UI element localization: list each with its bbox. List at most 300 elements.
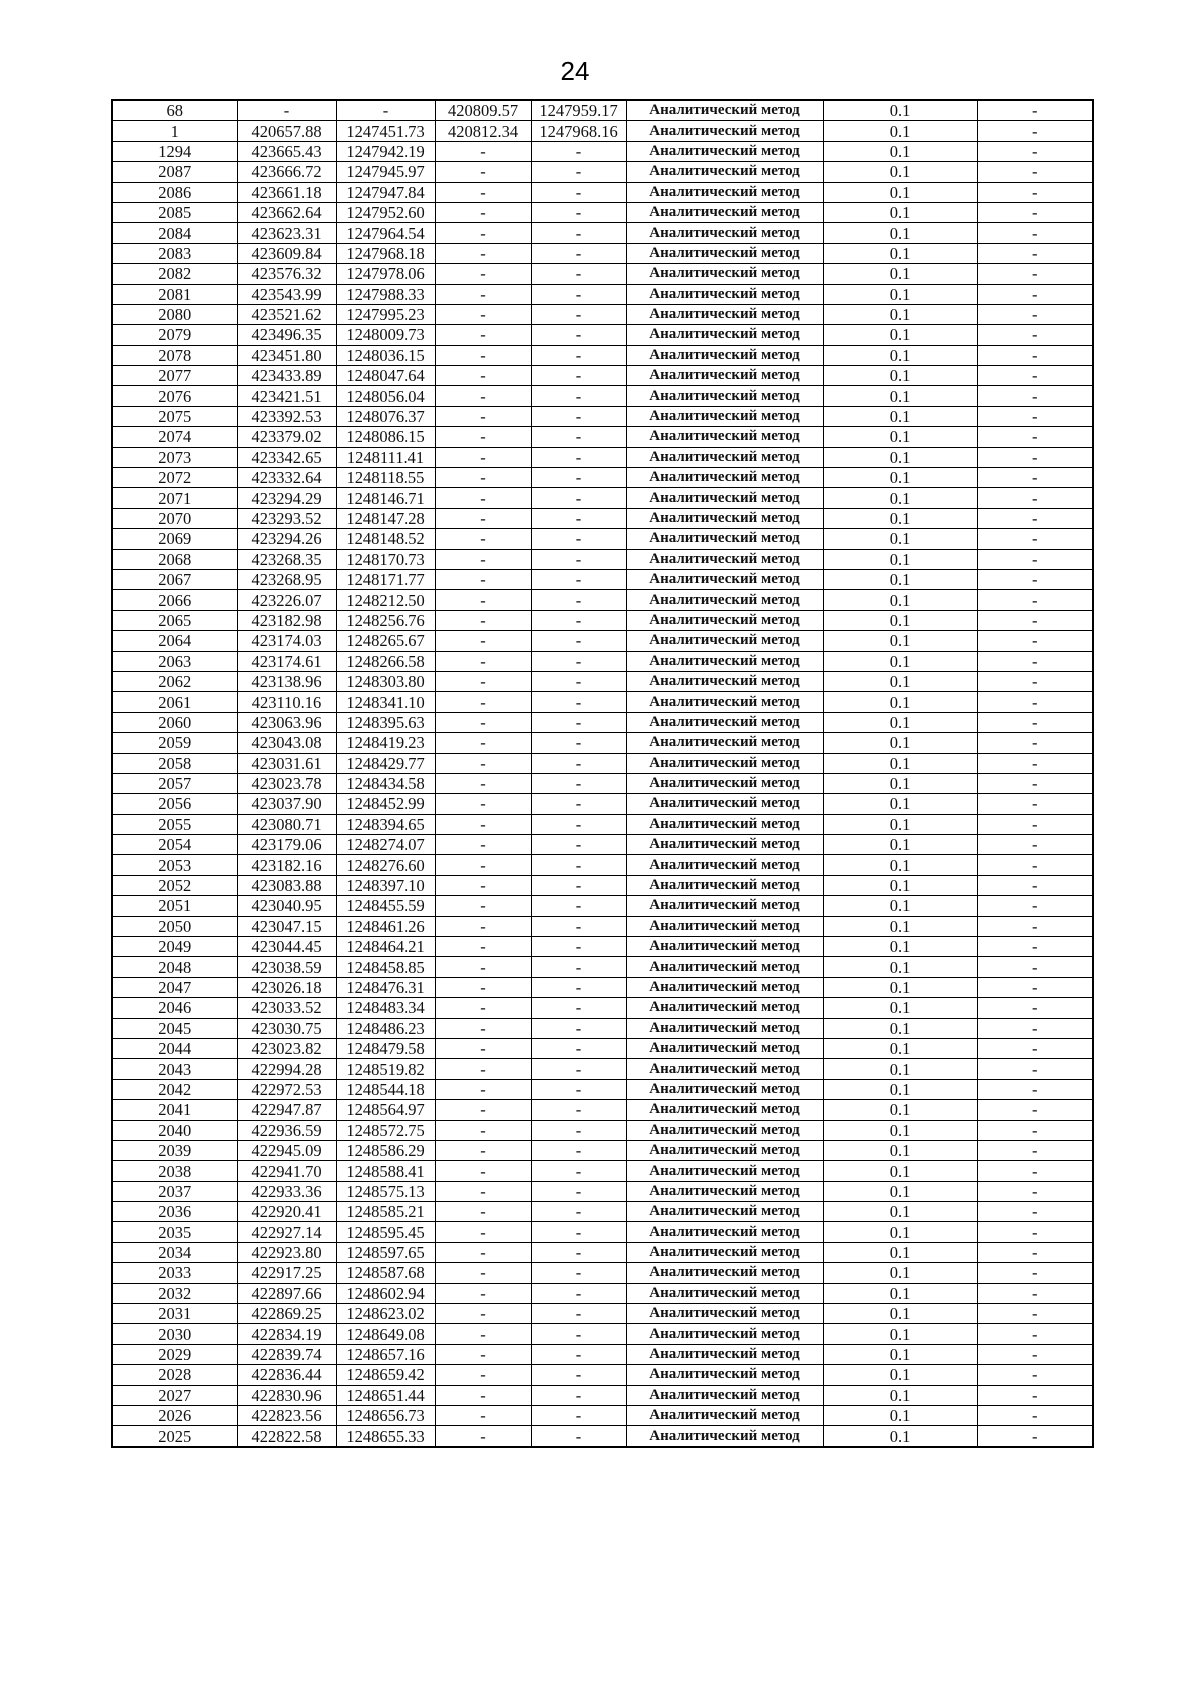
table-row bbox=[112, 1079, 1093, 1099]
table-row bbox=[112, 916, 1093, 936]
x-old-cell: 423179.06 bbox=[237, 835, 336, 855]
accuracy-cell: 0.1 bbox=[823, 223, 977, 243]
table-row bbox=[112, 569, 1093, 589]
x-new-cell: - bbox=[435, 753, 531, 773]
note-cell: - bbox=[977, 814, 1093, 834]
y-new-cell: - bbox=[531, 896, 626, 916]
table-row bbox=[112, 162, 1093, 182]
y-new-cell: - bbox=[531, 814, 626, 834]
x-old-cell: 423031.61 bbox=[237, 753, 336, 773]
x-new-cell: - bbox=[435, 610, 531, 630]
table-row bbox=[112, 773, 1093, 793]
y-new-cell: - bbox=[531, 1344, 626, 1364]
table-row bbox=[112, 937, 1093, 957]
point-number-cell: 2041 bbox=[112, 1100, 237, 1120]
note-cell: - bbox=[977, 977, 1093, 997]
y-new-cell: - bbox=[531, 1038, 626, 1058]
accuracy-cell: 0.1 bbox=[823, 488, 977, 508]
table-row bbox=[112, 957, 1093, 977]
note-cell: - bbox=[977, 406, 1093, 426]
y-new-cell: - bbox=[531, 468, 626, 488]
x-old-cell: 423576.32 bbox=[237, 264, 336, 284]
table-row bbox=[112, 1426, 1093, 1447]
note-cell: - bbox=[977, 1059, 1093, 1079]
x-new-cell: - bbox=[435, 671, 531, 691]
y-old-cell: 1248036.15 bbox=[336, 345, 435, 365]
accuracy-cell: 0.1 bbox=[823, 1263, 977, 1283]
point-number-cell: 2082 bbox=[112, 264, 237, 284]
note-cell: - bbox=[977, 1079, 1093, 1099]
note-cell: - bbox=[977, 304, 1093, 324]
x-old-cell: 423421.51 bbox=[237, 386, 336, 406]
point-number-cell: 2025 bbox=[112, 1426, 237, 1447]
note-cell: - bbox=[977, 712, 1093, 732]
x-old-cell: 423174.61 bbox=[237, 651, 336, 671]
x-new-cell: - bbox=[435, 223, 531, 243]
table-row bbox=[112, 141, 1093, 161]
y-new-cell: - bbox=[531, 916, 626, 936]
y-new-cell: - bbox=[531, 998, 626, 1018]
method-cell: Аналитический метод bbox=[626, 325, 823, 345]
note-cell: - bbox=[977, 1324, 1093, 1344]
method-cell: Аналитический метод bbox=[626, 1365, 823, 1385]
x-old-cell: 423182.98 bbox=[237, 610, 336, 630]
method-cell: Аналитический метод bbox=[626, 1324, 823, 1344]
table-row bbox=[112, 875, 1093, 895]
point-number-cell: 2042 bbox=[112, 1079, 237, 1099]
method-cell: Аналитический метод bbox=[626, 692, 823, 712]
point-number-cell: 2077 bbox=[112, 366, 237, 386]
x-old-cell: 422994.28 bbox=[237, 1059, 336, 1079]
method-cell: Аналитический метод bbox=[626, 264, 823, 284]
note-cell: - bbox=[977, 1202, 1093, 1222]
note-cell: - bbox=[977, 610, 1093, 630]
accuracy-cell: 0.1 bbox=[823, 794, 977, 814]
y-old-cell: 1248076.37 bbox=[336, 406, 435, 426]
method-cell: Аналитический метод bbox=[626, 468, 823, 488]
table-row bbox=[112, 529, 1093, 549]
y-old-cell: 1248009.73 bbox=[336, 325, 435, 345]
table-row bbox=[112, 1100, 1093, 1120]
x-old-cell: 423521.62 bbox=[237, 304, 336, 324]
x-old-cell: 423138.96 bbox=[237, 671, 336, 691]
x-new-cell: - bbox=[435, 468, 531, 488]
x-old-cell: 422830.96 bbox=[237, 1385, 336, 1405]
note-cell: - bbox=[977, 1120, 1093, 1140]
y-new-cell: - bbox=[531, 243, 626, 263]
note-cell: - bbox=[977, 1161, 1093, 1181]
table-row bbox=[112, 1365, 1093, 1385]
accuracy-cell: 0.1 bbox=[823, 937, 977, 957]
accuracy-cell: 0.1 bbox=[823, 651, 977, 671]
table-row bbox=[112, 1222, 1093, 1242]
y-old-cell: 1248651.44 bbox=[336, 1385, 435, 1405]
point-number-cell: 2043 bbox=[112, 1059, 237, 1079]
method-cell: Аналитический метод bbox=[626, 284, 823, 304]
point-number-cell: 2076 bbox=[112, 386, 237, 406]
y-new-cell: - bbox=[531, 1222, 626, 1242]
point-number-cell: 2036 bbox=[112, 1202, 237, 1222]
table-row bbox=[112, 488, 1093, 508]
note-cell: - bbox=[977, 1018, 1093, 1038]
method-cell: Аналитический метод bbox=[626, 1059, 823, 1079]
table-body bbox=[112, 100, 1093, 1447]
point-number-cell: 2051 bbox=[112, 896, 237, 916]
y-new-cell: - bbox=[531, 1263, 626, 1283]
x-new-cell: - bbox=[435, 427, 531, 447]
point-number-cell: 2062 bbox=[112, 671, 237, 691]
y-new-cell: - bbox=[531, 223, 626, 243]
x-new-cell: - bbox=[435, 182, 531, 202]
accuracy-cell: 0.1 bbox=[823, 1222, 977, 1242]
x-old-cell: 423182.16 bbox=[237, 855, 336, 875]
accuracy-cell: 0.1 bbox=[823, 1202, 977, 1222]
note-cell: - bbox=[977, 1426, 1093, 1447]
method-cell: Аналитический метод bbox=[626, 1406, 823, 1426]
point-number-cell: 2085 bbox=[112, 202, 237, 222]
method-cell: Аналитический метод bbox=[626, 549, 823, 569]
note-cell: - bbox=[977, 1406, 1093, 1426]
y-new-cell: - bbox=[531, 835, 626, 855]
x-new-cell: - bbox=[435, 284, 531, 304]
y-new-cell: 1247959.17 bbox=[531, 100, 626, 121]
y-old-cell: 1248212.50 bbox=[336, 590, 435, 610]
point-number-cell: 2067 bbox=[112, 569, 237, 589]
x-new-cell: - bbox=[435, 1406, 531, 1426]
accuracy-cell: 0.1 bbox=[823, 692, 977, 712]
table-row bbox=[112, 243, 1093, 263]
accuracy-cell: 0.1 bbox=[823, 529, 977, 549]
accuracy-cell: 0.1 bbox=[823, 835, 977, 855]
note-cell: - bbox=[977, 1263, 1093, 1283]
y-new-cell: 1247968.16 bbox=[531, 121, 626, 141]
table-row bbox=[112, 447, 1093, 467]
note-cell: - bbox=[977, 753, 1093, 773]
table-row bbox=[112, 835, 1093, 855]
accuracy-cell: 0.1 bbox=[823, 712, 977, 732]
y-new-cell: - bbox=[531, 1181, 626, 1201]
note-cell: - bbox=[977, 366, 1093, 386]
y-new-cell: - bbox=[531, 549, 626, 569]
y-old-cell: 1248266.58 bbox=[336, 651, 435, 671]
point-number-cell: 2030 bbox=[112, 1324, 237, 1344]
y-new-cell: - bbox=[531, 427, 626, 447]
method-cell: Аналитический метод bbox=[626, 141, 823, 161]
y-new-cell: - bbox=[531, 325, 626, 345]
x-new-cell: - bbox=[435, 549, 531, 569]
table-row bbox=[112, 631, 1093, 651]
x-old-cell: 423063.96 bbox=[237, 712, 336, 732]
y-new-cell: - bbox=[531, 1120, 626, 1140]
x-old-cell: 423433.89 bbox=[237, 366, 336, 386]
x-old-cell: 423023.82 bbox=[237, 1038, 336, 1058]
note-cell: - bbox=[977, 998, 1093, 1018]
point-number-cell: 2047 bbox=[112, 977, 237, 997]
y-new-cell: - bbox=[531, 1304, 626, 1324]
note-cell: - bbox=[977, 1038, 1093, 1058]
x-old-cell: 423661.18 bbox=[237, 182, 336, 202]
point-number-cell: 2071 bbox=[112, 488, 237, 508]
note-cell: - bbox=[977, 202, 1093, 222]
note-cell: - bbox=[977, 773, 1093, 793]
y-new-cell: - bbox=[531, 692, 626, 712]
method-cell: Аналитический метод bbox=[626, 1283, 823, 1303]
point-number-cell: 2039 bbox=[112, 1140, 237, 1160]
method-cell: Аналитический метод bbox=[626, 345, 823, 365]
table-row bbox=[112, 1324, 1093, 1344]
y-old-cell: 1248461.26 bbox=[336, 916, 435, 936]
method-cell: Аналитический метод bbox=[626, 937, 823, 957]
y-old-cell: 1248303.80 bbox=[336, 671, 435, 691]
x-old-cell: 423332.64 bbox=[237, 468, 336, 488]
y-old-cell: 1248464.21 bbox=[336, 937, 435, 957]
accuracy-cell: 0.1 bbox=[823, 427, 977, 447]
y-new-cell: - bbox=[531, 631, 626, 651]
method-cell: Аналитический метод bbox=[626, 855, 823, 875]
note-cell: - bbox=[977, 671, 1093, 691]
x-new-cell: - bbox=[435, 733, 531, 753]
x-new-cell: - bbox=[435, 264, 531, 284]
note-cell: - bbox=[977, 1385, 1093, 1405]
x-new-cell: - bbox=[435, 1304, 531, 1324]
point-number-cell: 2053 bbox=[112, 855, 237, 875]
accuracy-cell: 0.1 bbox=[823, 549, 977, 569]
point-number-cell: 2081 bbox=[112, 284, 237, 304]
accuracy-cell: 0.1 bbox=[823, 610, 977, 630]
table-row bbox=[112, 1059, 1093, 1079]
point-number-cell: 2046 bbox=[112, 998, 237, 1018]
table-row bbox=[112, 1242, 1093, 1262]
y-old-cell: 1248519.82 bbox=[336, 1059, 435, 1079]
y-old-cell: 1248623.02 bbox=[336, 1304, 435, 1324]
y-old-cell: 1248458.85 bbox=[336, 957, 435, 977]
x-old-cell: 423110.16 bbox=[237, 692, 336, 712]
method-cell: Аналитический метод bbox=[626, 406, 823, 426]
x-old-cell: 423083.88 bbox=[237, 875, 336, 895]
method-cell: Аналитический метод bbox=[626, 712, 823, 732]
note-cell: - bbox=[977, 631, 1093, 651]
y-new-cell: - bbox=[531, 1406, 626, 1426]
point-number-cell: 2044 bbox=[112, 1038, 237, 1058]
method-cell: Аналитический метод bbox=[626, 447, 823, 467]
y-new-cell: - bbox=[531, 141, 626, 161]
y-new-cell: - bbox=[531, 1385, 626, 1405]
method-cell: Аналитический метод bbox=[626, 366, 823, 386]
y-new-cell: - bbox=[531, 1365, 626, 1385]
point-number-cell: 2045 bbox=[112, 1018, 237, 1038]
note-cell: - bbox=[977, 692, 1093, 712]
point-number-cell: 2066 bbox=[112, 590, 237, 610]
x-old-cell: 422947.87 bbox=[237, 1100, 336, 1120]
y-new-cell: - bbox=[531, 671, 626, 691]
note-cell: - bbox=[977, 325, 1093, 345]
x-old-cell: 423037.90 bbox=[237, 794, 336, 814]
y-old-cell: - bbox=[336, 100, 435, 121]
x-old-cell: 423342.65 bbox=[237, 447, 336, 467]
x-old-cell: 422941.70 bbox=[237, 1161, 336, 1181]
table-row bbox=[112, 386, 1093, 406]
table-row bbox=[112, 202, 1093, 222]
table-row bbox=[112, 753, 1093, 773]
method-cell: Аналитический метод bbox=[626, 182, 823, 202]
x-new-cell: - bbox=[435, 651, 531, 671]
accuracy-cell: 0.1 bbox=[823, 1406, 977, 1426]
y-new-cell: - bbox=[531, 1100, 626, 1120]
point-number-cell: 2059 bbox=[112, 733, 237, 753]
method-cell: Аналитический метод bbox=[626, 569, 823, 589]
x-new-cell: - bbox=[435, 692, 531, 712]
table-row bbox=[112, 1283, 1093, 1303]
x-new-cell: - bbox=[435, 916, 531, 936]
y-old-cell: 1247947.84 bbox=[336, 182, 435, 202]
accuracy-cell: 0.1 bbox=[823, 1018, 977, 1038]
point-number-cell: 2065 bbox=[112, 610, 237, 630]
x-old-cell: 422897.66 bbox=[237, 1283, 336, 1303]
method-cell: Аналитический метод bbox=[626, 671, 823, 691]
accuracy-cell: 0.1 bbox=[823, 896, 977, 916]
x-old-cell: 423294.29 bbox=[237, 488, 336, 508]
y-old-cell: 1248397.10 bbox=[336, 875, 435, 895]
point-number-cell: 2029 bbox=[112, 1344, 237, 1364]
x-old-cell: 422869.25 bbox=[237, 1304, 336, 1324]
point-number-cell: 2078 bbox=[112, 345, 237, 365]
y-old-cell: 1248276.60 bbox=[336, 855, 435, 875]
accuracy-cell: 0.1 bbox=[823, 325, 977, 345]
table-row bbox=[112, 468, 1093, 488]
y-old-cell: 1247945.97 bbox=[336, 162, 435, 182]
x-old-cell: 423662.64 bbox=[237, 202, 336, 222]
point-number-cell: 2074 bbox=[112, 427, 237, 447]
table-row bbox=[112, 855, 1093, 875]
y-new-cell: - bbox=[531, 569, 626, 589]
table-row bbox=[112, 549, 1093, 569]
x-new-cell: - bbox=[435, 937, 531, 957]
table-row bbox=[112, 304, 1093, 324]
y-old-cell: 1248655.33 bbox=[336, 1426, 435, 1447]
y-old-cell: 1248588.41 bbox=[336, 1161, 435, 1181]
point-number-cell: 2026 bbox=[112, 1406, 237, 1426]
x-new-cell: - bbox=[435, 1079, 531, 1099]
note-cell: - bbox=[977, 121, 1093, 141]
y-old-cell: 1247942.19 bbox=[336, 141, 435, 161]
x-new-cell: - bbox=[435, 366, 531, 386]
y-new-cell: - bbox=[531, 773, 626, 793]
x-old-cell: 423379.02 bbox=[237, 427, 336, 447]
x-new-cell: - bbox=[435, 875, 531, 895]
x-new-cell: - bbox=[435, 1242, 531, 1262]
y-new-cell: - bbox=[531, 406, 626, 426]
x-new-cell: - bbox=[435, 243, 531, 263]
y-new-cell: - bbox=[531, 794, 626, 814]
accuracy-cell: 0.1 bbox=[823, 121, 977, 141]
y-new-cell: - bbox=[531, 386, 626, 406]
y-old-cell: 1247964.54 bbox=[336, 223, 435, 243]
accuracy-cell: 0.1 bbox=[823, 386, 977, 406]
y-new-cell: - bbox=[531, 345, 626, 365]
point-number-cell: 2031 bbox=[112, 1304, 237, 1324]
x-old-cell: 423026.18 bbox=[237, 977, 336, 997]
table-row bbox=[112, 1018, 1093, 1038]
accuracy-cell: 0.1 bbox=[823, 998, 977, 1018]
y-old-cell: 1248394.65 bbox=[336, 814, 435, 834]
note-cell: - bbox=[977, 284, 1093, 304]
y-old-cell: 1248047.64 bbox=[336, 366, 435, 386]
note-cell: - bbox=[977, 835, 1093, 855]
x-new-cell: - bbox=[435, 957, 531, 977]
x-new-cell: - bbox=[435, 1202, 531, 1222]
note-cell: - bbox=[977, 223, 1093, 243]
point-number-cell: 2037 bbox=[112, 1181, 237, 1201]
x-old-cell: 423043.08 bbox=[237, 733, 336, 753]
x-new-cell: 420809.57 bbox=[435, 100, 531, 121]
note-cell: - bbox=[977, 1344, 1093, 1364]
note-cell: - bbox=[977, 733, 1093, 753]
x-old-cell: 423033.52 bbox=[237, 998, 336, 1018]
table-row bbox=[112, 1406, 1093, 1426]
table-row bbox=[112, 284, 1093, 304]
table-row bbox=[112, 794, 1093, 814]
method-cell: Аналитический метод bbox=[626, 753, 823, 773]
x-new-cell: - bbox=[435, 631, 531, 651]
y-old-cell: 1248649.08 bbox=[336, 1324, 435, 1344]
y-old-cell: 1248657.16 bbox=[336, 1344, 435, 1364]
point-number-cell: 2060 bbox=[112, 712, 237, 732]
method-cell: Аналитический метод bbox=[626, 488, 823, 508]
x-new-cell: - bbox=[435, 814, 531, 834]
point-number-cell: 2061 bbox=[112, 692, 237, 712]
x-new-cell: - bbox=[435, 1222, 531, 1242]
accuracy-cell: 0.1 bbox=[823, 855, 977, 875]
note-cell: - bbox=[977, 651, 1093, 671]
method-cell: Аналитический метод bbox=[626, 1426, 823, 1447]
y-old-cell: 1248274.07 bbox=[336, 835, 435, 855]
x-old-cell: 423040.95 bbox=[237, 896, 336, 916]
method-cell: Аналитический метод bbox=[626, 957, 823, 977]
note-cell: - bbox=[977, 243, 1093, 263]
y-old-cell: 1248146.71 bbox=[336, 488, 435, 508]
point-number-cell: 2079 bbox=[112, 325, 237, 345]
x-new-cell: - bbox=[435, 590, 531, 610]
y-new-cell: - bbox=[531, 590, 626, 610]
accuracy-cell: 0.1 bbox=[823, 1324, 977, 1344]
method-cell: Аналитический метод bbox=[626, 794, 823, 814]
note-cell: - bbox=[977, 529, 1093, 549]
point-number-cell: 2055 bbox=[112, 814, 237, 834]
x-new-cell: - bbox=[435, 773, 531, 793]
point-number-cell: 2052 bbox=[112, 875, 237, 895]
x-new-cell: - bbox=[435, 835, 531, 855]
y-old-cell: 1248572.75 bbox=[336, 1120, 435, 1140]
note-cell: - bbox=[977, 345, 1093, 365]
y-new-cell: - bbox=[531, 447, 626, 467]
method-cell: Аналитический метод bbox=[626, 529, 823, 549]
point-number-cell: 2087 bbox=[112, 162, 237, 182]
table-row bbox=[112, 896, 1093, 916]
table-row bbox=[112, 671, 1093, 691]
y-old-cell: 1248256.76 bbox=[336, 610, 435, 630]
note-cell: - bbox=[977, 1140, 1093, 1160]
note-cell: - bbox=[977, 1283, 1093, 1303]
method-cell: Аналитический метод bbox=[626, 1181, 823, 1201]
x-old-cell: 423623.31 bbox=[237, 223, 336, 243]
point-number-cell: 2086 bbox=[112, 182, 237, 202]
y-new-cell: - bbox=[531, 284, 626, 304]
x-old-cell: 422933.36 bbox=[237, 1181, 336, 1201]
note-cell: - bbox=[977, 1181, 1093, 1201]
x-new-cell: - bbox=[435, 1140, 531, 1160]
method-cell: Аналитический метод bbox=[626, 814, 823, 834]
table-row bbox=[112, 1120, 1093, 1140]
